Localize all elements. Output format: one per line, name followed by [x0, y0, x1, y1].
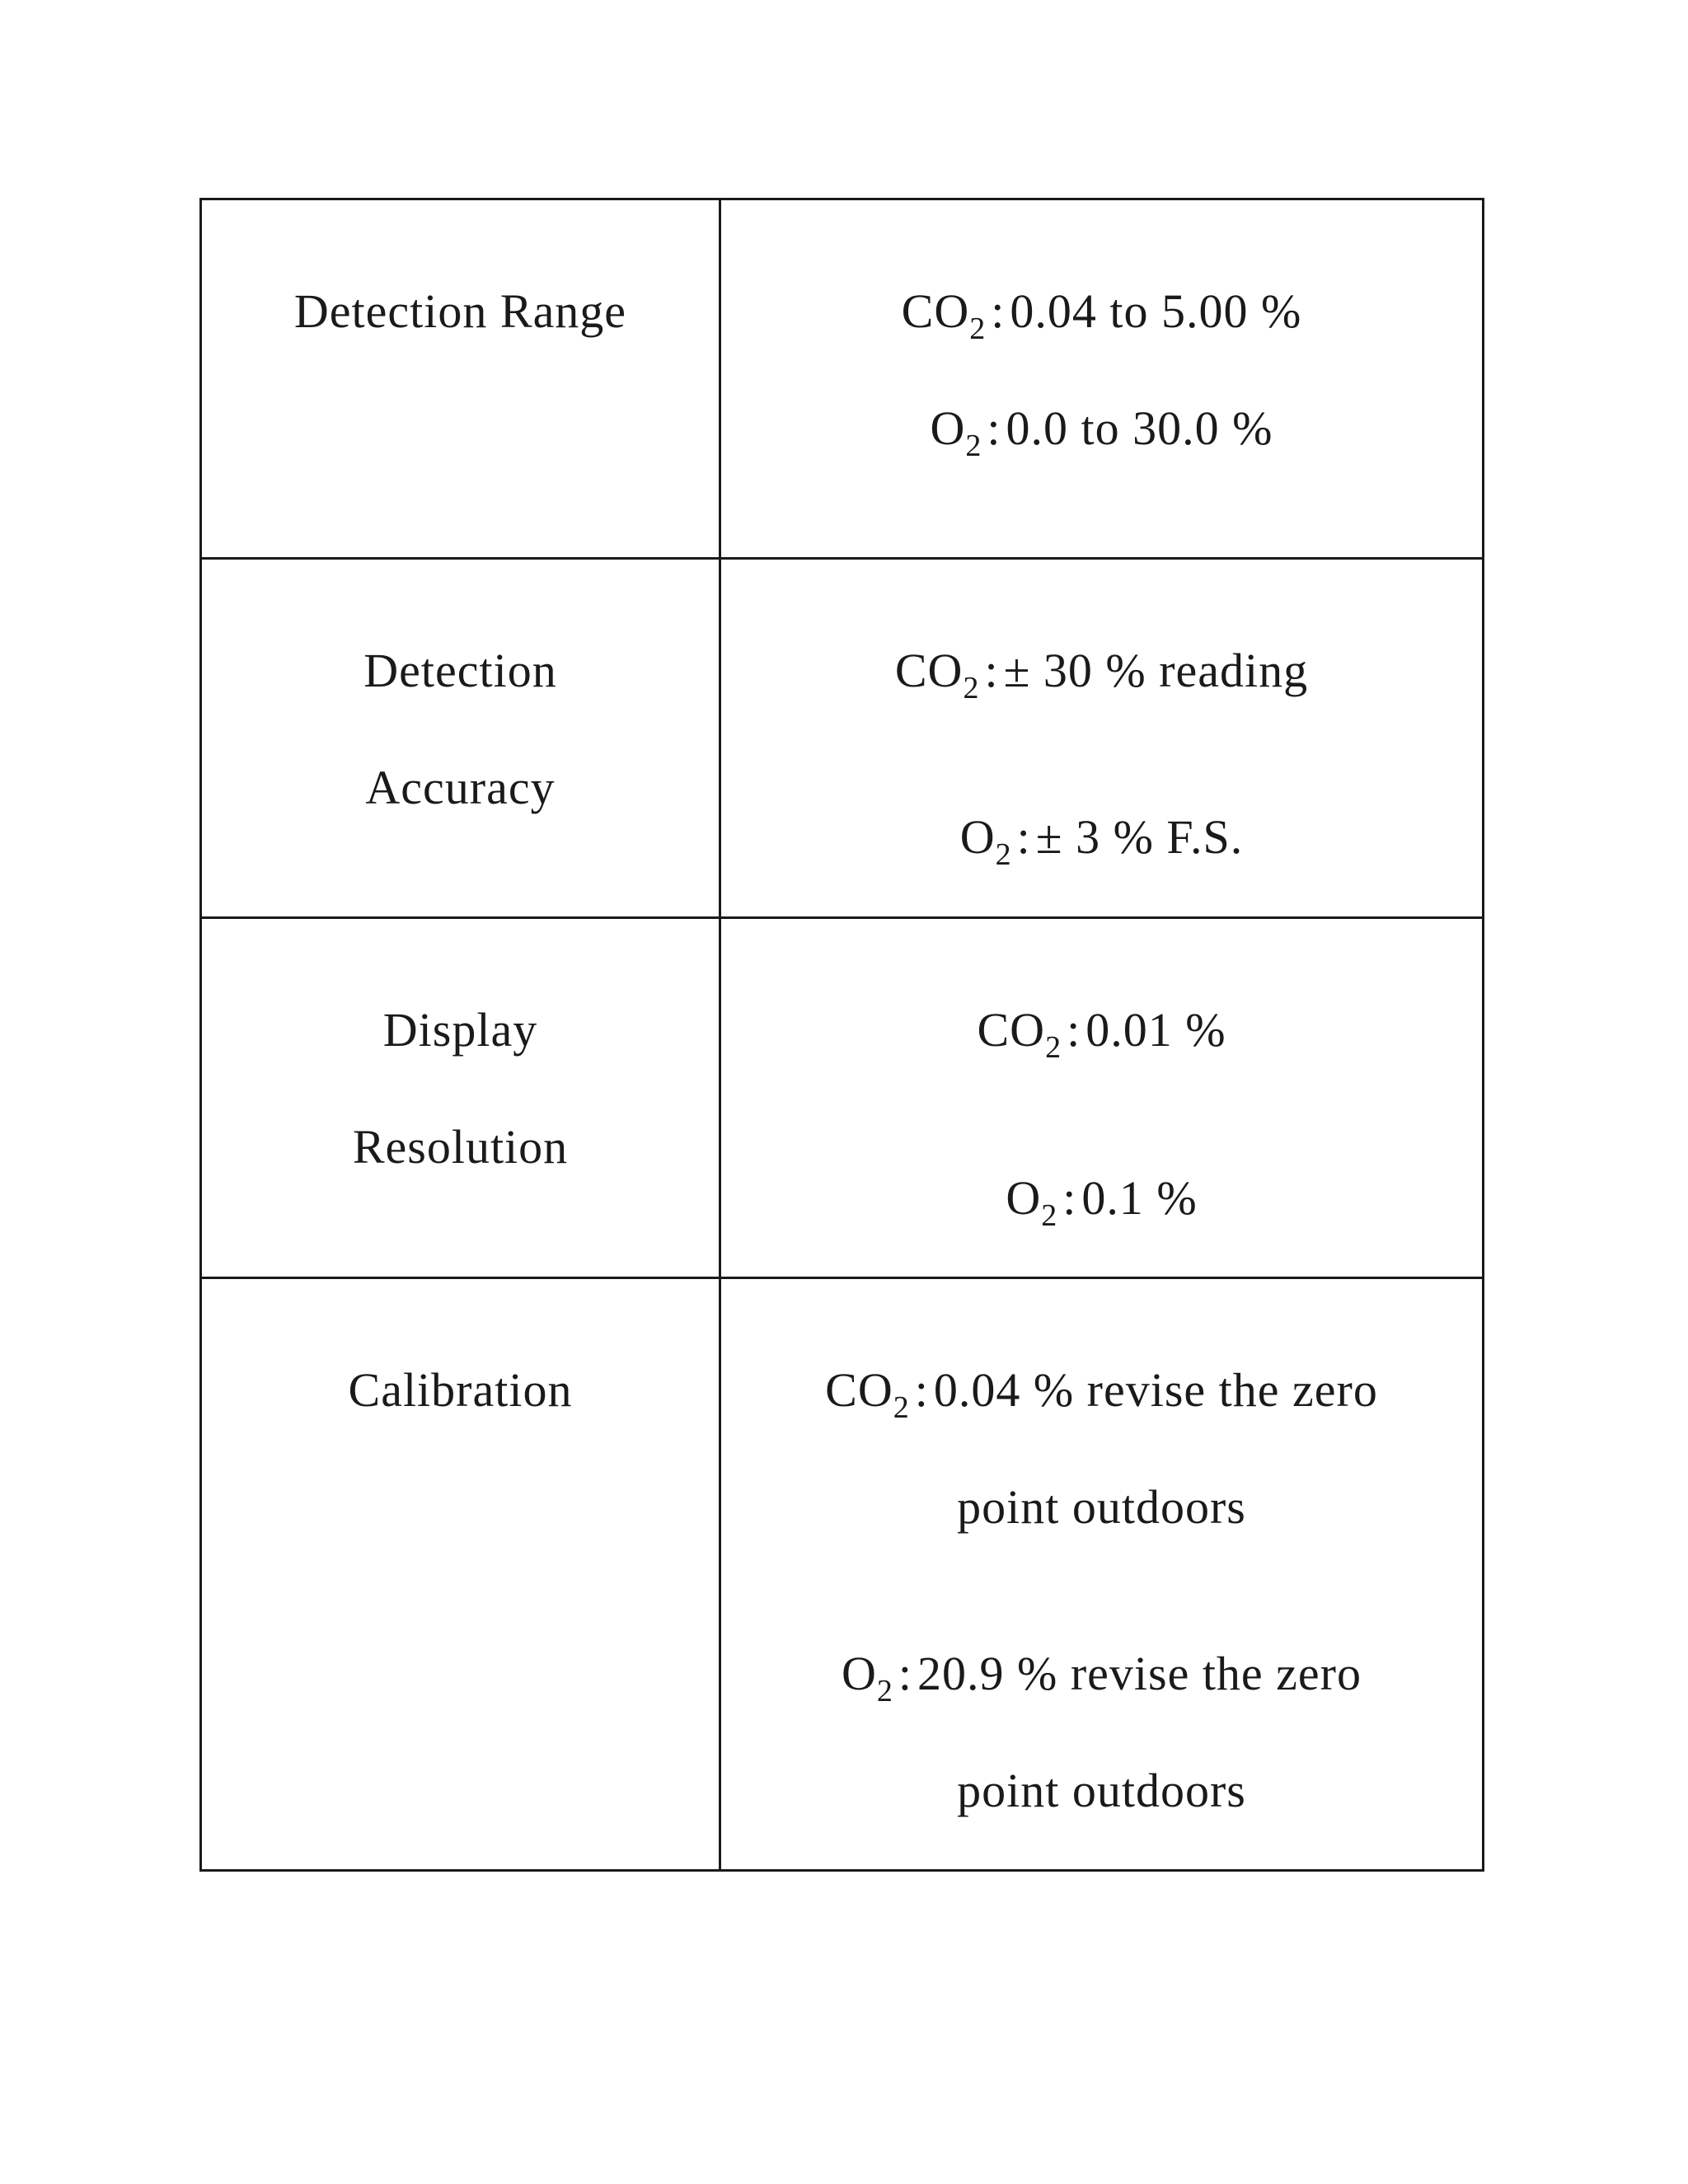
spec-table [199, 198, 1484, 1872]
gas-symbol: O [930, 401, 966, 455]
value-cell [720, 918, 1484, 1278]
label-cell [201, 918, 720, 1278]
label-line: Detection [363, 644, 557, 697]
value-text: 0.01 % [1085, 1003, 1226, 1057]
label-line: Calibration [348, 1363, 573, 1417]
value-text: ± 30 % reading [1003, 644, 1309, 697]
value-text: ± 3 % F.S. [1035, 810, 1244, 864]
value-line: $CO_2$ : ± 30 % reading [894, 644, 1309, 705]
value-line: $O_2$ : 20.9 % revise the zero [842, 1647, 1362, 1708]
label-line: Accuracy [365, 761, 556, 814]
label-line: Resolution [352, 1120, 569, 1174]
value-text: 0.1 % [1081, 1171, 1198, 1225]
label-line: Detection Range [293, 284, 627, 338]
gas-subscript: 2 [963, 671, 980, 705]
gas-subscript: 2 [995, 837, 1012, 872]
label-cell [201, 199, 720, 559]
value-line: $CO_2$ : 0.04 to 5.00 % [901, 284, 1302, 346]
value-text: 0.0 to 30.0 % [1006, 401, 1273, 455]
table-row [201, 1278, 1484, 1871]
gas-subscript: 2 [876, 1674, 893, 1708]
table-row [201, 559, 1484, 918]
value-cell [720, 1278, 1484, 1871]
table-row [201, 199, 1484, 559]
gas-subscript: 2 [1041, 1198, 1058, 1233]
gas-subscript: 2 [969, 312, 987, 346]
label-cell [201, 1278, 720, 1871]
gas-symbol: O [1006, 1171, 1042, 1225]
value-text: 0.04 % revise the zero [933, 1363, 1378, 1417]
value-line-continued: point outdoors [957, 1764, 1246, 1817]
label-line: Display [382, 1003, 538, 1057]
value-line-continued: point outdoors [957, 1480, 1246, 1534]
value-text: 0.04 to 5.00 % [1010, 284, 1302, 338]
value-line: $O_2$ : ± 3 % F.S. [959, 810, 1244, 872]
gas-symbol: CO [977, 1003, 1046, 1057]
gas-symbol: O [842, 1647, 877, 1700]
value-line: $CO_2$ : 0.01 % [977, 1003, 1226, 1065]
label-cell [201, 559, 720, 918]
gas-subscript: 2 [893, 1390, 910, 1425]
gas-subscript: 2 [1045, 1030, 1062, 1065]
value-line: $CO_2$ : 0.04 % revise the zero [825, 1363, 1378, 1425]
gas-symbol: CO [901, 284, 970, 338]
value-line: $O_2$ : 0.1 % [1006, 1171, 1198, 1233]
gas-subscript: 2 [965, 429, 982, 463]
gas-symbol: O [959, 810, 996, 864]
gas-symbol: CO [894, 644, 964, 697]
value-cell [720, 559, 1484, 918]
gas-symbol: CO [825, 1363, 893, 1417]
table-row [201, 918, 1484, 1278]
value-line: $O_2$ : 0.0 to 30.0 % [930, 401, 1273, 463]
value-text: 20.9 % revise the zero [917, 1647, 1362, 1700]
value-cell [720, 199, 1484, 559]
